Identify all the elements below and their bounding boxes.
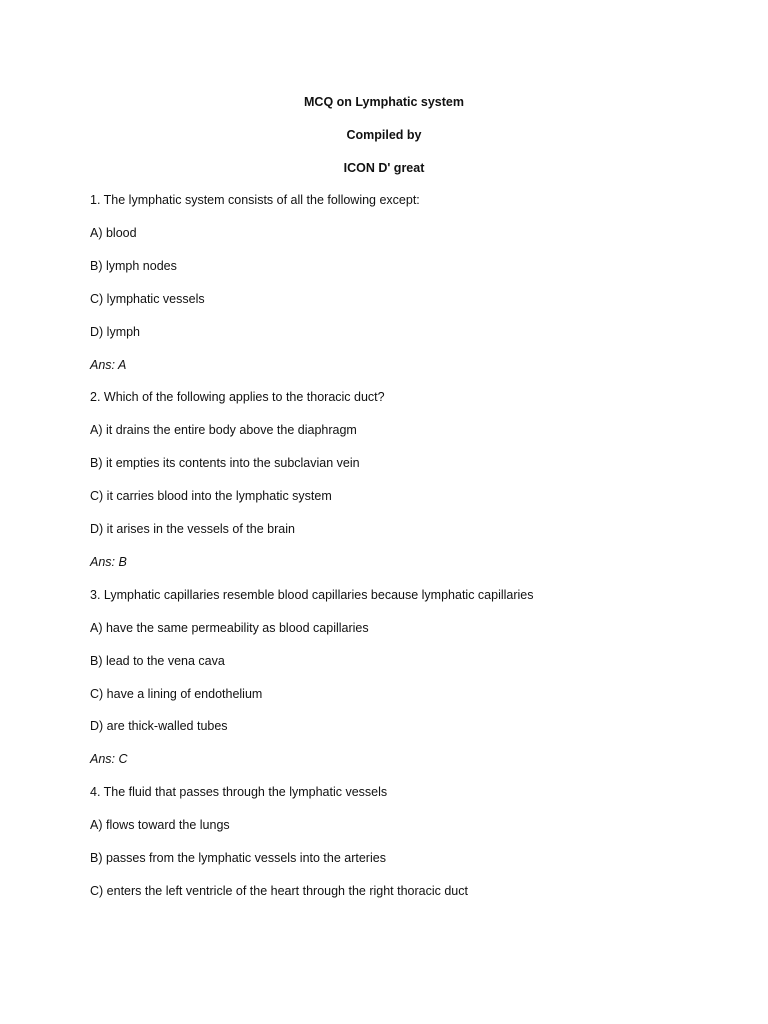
question-3-option-c: C) have a lining of endothelium <box>90 687 263 701</box>
question-4-text: 4. The fluid that passes through the lymphatic vessels <box>90 785 388 799</box>
question-1-option-c: C) lymphatic vessels <box>90 292 205 306</box>
question-4-option-c: C) enters the left ventricle of the heart through the right thoracic duct <box>90 884 468 898</box>
question-1-answer: Ans: A <box>90 358 127 372</box>
question-2-answer: Ans: B <box>90 555 127 569</box>
question-2-text: 2. Which of the following applies to the thoracic duct? <box>90 390 385 404</box>
question-2-option-b: B) it empties its contents into the subclavian vein <box>90 456 360 470</box>
question-1-option-a: A) blood <box>90 226 137 240</box>
document-title: MCQ on Lymphatic system <box>304 95 464 109</box>
question-3-text: 3. Lymphatic capillaries resemble blood capillaries because lymphatic capillaries <box>90 588 534 602</box>
question-3-answer: Ans: C <box>90 752 128 766</box>
question-3-option-a: A) have the same permeability as blood capillaries <box>90 621 369 635</box>
question-1-option-b: B) lymph nodes <box>90 259 177 273</box>
question-2-option-d: D) it arises in the vessels of the brain <box>90 522 295 536</box>
author-name: ICON D' great <box>343 161 425 175</box>
question-2-option-a: A) it drains the entire body above the diaphragm <box>90 423 357 437</box>
compiled-by-label: Compiled by <box>346 128 422 142</box>
question-3-option-d: D) are thick-walled tubes <box>90 719 228 733</box>
question-3-option-b: B) lead to the vena cava <box>90 654 225 668</box>
question-2-option-c: C) it carries blood into the lymphatic system <box>90 489 332 503</box>
question-4-option-a: A) flows toward the lungs <box>90 818 230 832</box>
question-4-option-b: B) passes from the lymphatic vessels into the arteries <box>90 851 386 865</box>
question-1-option-d: D) lymph <box>90 325 141 339</box>
question-1-text: 1. The lymphatic system consists of all the following except: <box>90 193 420 207</box>
